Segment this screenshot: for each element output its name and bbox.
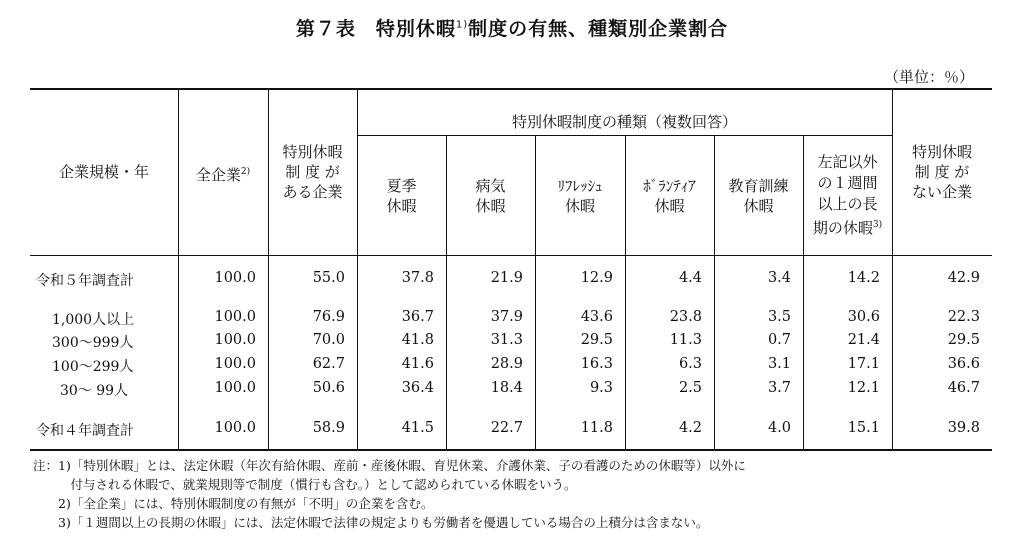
table-cell: 46.7: [947, 380, 980, 396]
table-cell: 36.7: [401, 309, 434, 325]
header-long-label: 左記以外 の１週間 以上の長 期の休暇: [812, 153, 878, 237]
header-training: 教育訓練 休暇: [728, 177, 789, 215]
row-label: 300～999人: [52, 335, 134, 351]
table-cell: 3.1: [767, 356, 791, 372]
data-table: [30, 88, 992, 451]
header-all-label: 全企業: [195, 166, 241, 184]
table-cell: 17.1: [847, 356, 880, 372]
table-cell: 2.5: [678, 380, 702, 396]
table-cell: 70.0: [312, 332, 345, 348]
header-sick: 病気 休暇: [475, 177, 506, 215]
row-label: 100～299人: [52, 359, 134, 375]
row-label: 令和４年調査計: [36, 423, 134, 439]
table-cell: 12.1: [847, 380, 880, 396]
footnote-line: 注：1)「特別休暇」とは、法定休暇（年次有給休暇、産前・産後休暇、育児休業、介護休業、子の看護のための休暇等）以外に: [33, 458, 746, 473]
header-all-footnote: 2): [240, 167, 251, 177]
row-label: 令和５年調査計: [36, 273, 134, 289]
table-cell: 4.0: [767, 420, 791, 436]
table-cell: 41.6: [401, 356, 434, 372]
header-summer: 夏季 休暇: [386, 177, 417, 215]
table-cell: 22.7: [490, 420, 523, 436]
table-cell: 3.5: [767, 309, 791, 325]
header-all-companies: [178, 162, 268, 185]
footnote-line: 付与される休暇で、就業規則等で制度（慣行も含む。）として認められている休暇をいう。: [33, 477, 577, 492]
table-cell: 50.6: [312, 380, 345, 396]
table-cell: 36.6: [947, 356, 980, 372]
table-cell: 100.0: [214, 356, 256, 372]
title-main: 第７表 特別休暇: [295, 18, 456, 40]
header-long-footnote: 3): [872, 220, 883, 230]
table-cell: 29.5: [580, 332, 613, 348]
table-cell: 42.9: [947, 270, 980, 286]
table-cell: 4.4: [678, 270, 702, 286]
row-label: 30～ 99人: [60, 383, 129, 399]
table-cell: 11.8: [580, 420, 613, 436]
header-bottom-rule: [30, 255, 992, 256]
header-long-leave: [803, 152, 892, 239]
table-top-rule: [30, 88, 992, 90]
header-refresh: ﾘﾌﾚｯｼｭ 休暇: [557, 177, 603, 215]
table-cell: 4.2: [678, 420, 702, 436]
col-divider: [178, 88, 179, 451]
footnote-line: 2)「全企業」には、特別休暇制度の有無が「不明」の企業を含む。: [33, 496, 434, 511]
table-title: [0, 14, 1024, 41]
table-cell: 36.4: [401, 380, 434, 396]
table-cell: 62.7: [312, 356, 345, 372]
table-cell: 58.9: [312, 420, 345, 436]
table-cell: 23.8: [669, 309, 702, 325]
header-types-group: 特別休暇制度の種類（複数回答）: [511, 113, 737, 131]
table-cell: 3.7: [767, 380, 791, 396]
title-rest: 制度の有無、種類別企業割合: [468, 18, 729, 40]
table-cell: 14.2: [847, 270, 880, 286]
table-cell: 3.4: [767, 270, 791, 286]
table-cell: 37.8: [401, 270, 434, 286]
table-cell: 37.9: [490, 309, 523, 325]
footnotes: [33, 456, 746, 532]
table-cell: 100.0: [214, 309, 256, 325]
table-cell: 43.6: [580, 309, 613, 325]
table-cell: 28.9: [490, 356, 523, 372]
row-label: 1,000人以上: [52, 312, 135, 328]
table-cell: 18.4: [490, 380, 523, 396]
table-cell: 15.1: [847, 420, 880, 436]
unit-label: （単位：％）: [883, 68, 974, 86]
col-divider: [357, 88, 358, 451]
header-no-special: 特別休暇 制 度 が ない企業: [911, 143, 972, 201]
table-cell: 76.9: [312, 309, 345, 325]
table-cell: 100.0: [214, 332, 256, 348]
table-cell: 12.9: [580, 270, 613, 286]
header-company-size: 企業規模・年: [58, 163, 149, 181]
table-cell: 21.4: [847, 332, 880, 348]
table-bottom-rule: [30, 449, 992, 451]
table-cell: 41.5: [401, 420, 434, 436]
table-cell: 30.6: [847, 309, 880, 325]
table-cell: 6.3: [678, 356, 702, 372]
header-has-special: 特別休暇 制 度 が ある企業: [282, 143, 343, 201]
table-cell: 39.8: [947, 420, 980, 436]
table-cell: 100.0: [214, 420, 256, 436]
table-cell: 9.3: [589, 380, 613, 396]
title-footnote-mark: 1): [455, 19, 469, 31]
footnote-line: 3)「１週間以上の長期の休暇」には、法定休暇で法律の規定よりも労働者を優遇している場合の上積分は含まない。: [33, 515, 709, 530]
table-cell: 100.0: [214, 380, 256, 396]
table-cell: 22.3: [947, 309, 980, 325]
table-cell: 16.3: [580, 356, 613, 372]
table-cell: 55.0: [312, 270, 345, 286]
table-cell: 100.0: [214, 270, 256, 286]
header-volunteer: ﾎﾞﾗﾝﾃｨｱ 休暇: [643, 177, 696, 215]
table-cell: 21.9: [490, 270, 523, 286]
table-cell: 41.8: [401, 332, 434, 348]
table-cell: 29.5: [947, 332, 980, 348]
table-cell: 11.3: [669, 332, 702, 348]
table-cell: 31.3: [490, 332, 523, 348]
table-cell: 0.7: [767, 332, 791, 348]
